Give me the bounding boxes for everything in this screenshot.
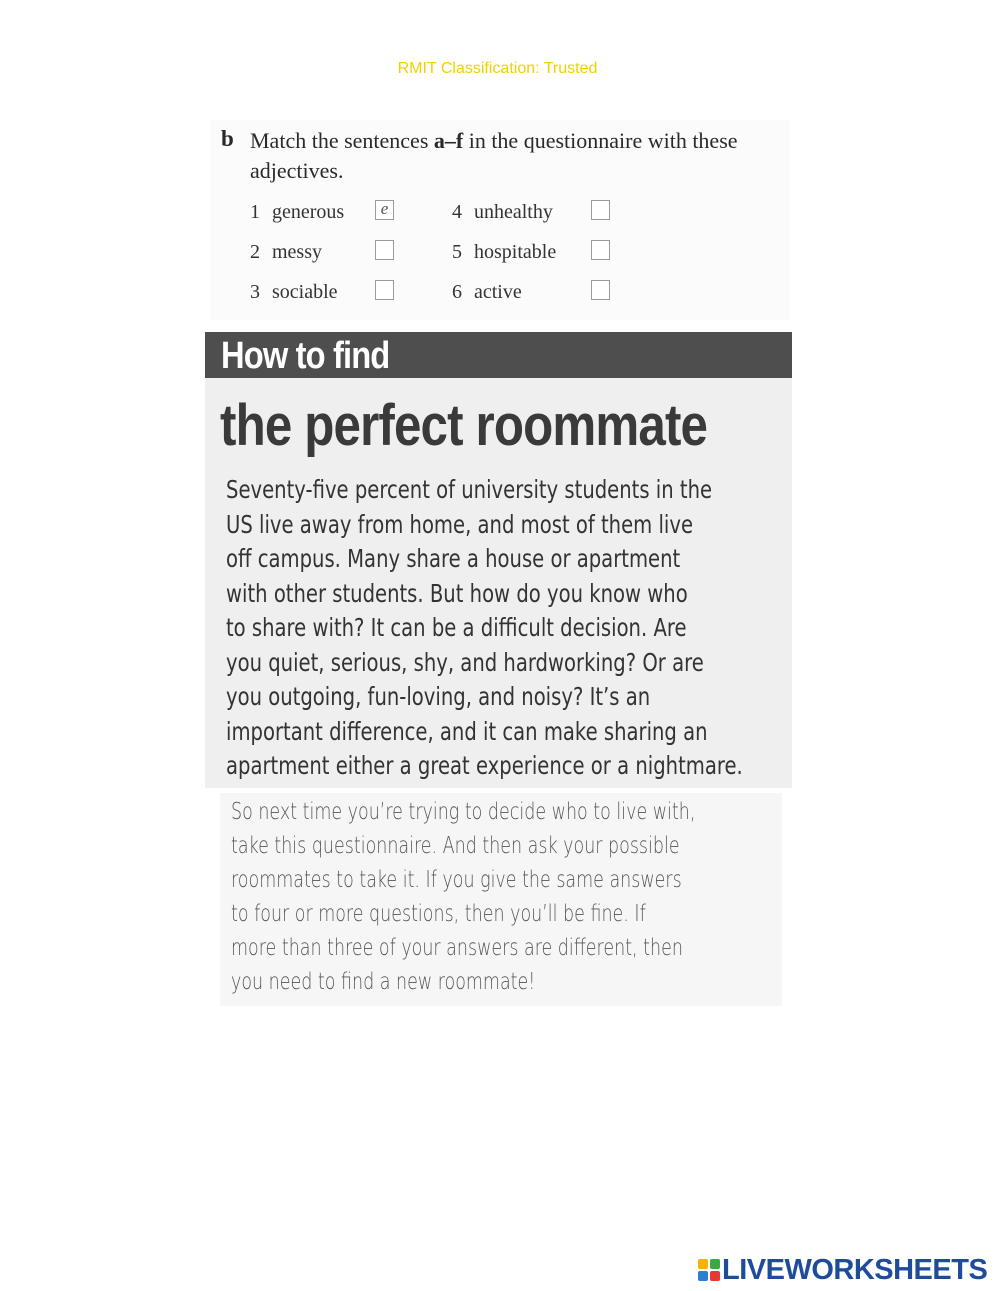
- adjective-item-5: 5 hospitable: [452, 241, 557, 263]
- answer-box-5[interactable]: [591, 240, 610, 260]
- exercise-instruction: Match the sentences a–f in the questionnaire with these adjectives.: [250, 128, 738, 183]
- title-band: [205, 332, 792, 378]
- adjective-item-4: 4 unhealthy: [452, 201, 553, 223]
- answer-box-3[interactable]: [375, 280, 394, 300]
- article-body: So next time you’re trying to decide who to live with, take this questionnaire. And then ask your possible roommates to take it. If you give the same answers to four or more questions, then you’ll be fine. If more than three of your answers are different, then you need to find a new roommate!: [231, 799, 696, 995]
- adjective-item-2: 2 messy: [250, 241, 322, 263]
- adjective-item-1: 1 generous: [250, 201, 345, 223]
- exercise-letter: b: [221, 126, 234, 151]
- classification-label: RMIT Classification: Trusted: [397, 60, 598, 77]
- adjective-item-3: 3 sociable: [250, 281, 338, 303]
- answer-box-6[interactable]: [591, 280, 610, 300]
- answer-box-1[interactable]: e: [375, 200, 394, 220]
- article-intro: Seventy-five percent of university students in the US live away from home, and most of them live off campus. Many share a house or apartment with other students. But how do you know who to share with? It can be a difficult decision. Are you quiet, serious, shy, and hardworking? Or are you outgoing, fun-loving, and noisy? It’s an important difference, and it can make sharing an apartment either a great experience or a nightmare.: [226, 475, 743, 780]
- answer-box-4[interactable]: [591, 200, 610, 220]
- liveworksheets-icon: [698, 1259, 720, 1281]
- band-title: How to find: [221, 335, 390, 377]
- adjective-item-6: 6 active: [452, 281, 522, 303]
- logo-text: LIVEWORKSHEETS: [722, 1254, 988, 1286]
- answer-box-2[interactable]: [375, 240, 394, 260]
- exercise-b: [210, 120, 790, 320]
- article-title: the perfect roommate: [220, 393, 708, 458]
